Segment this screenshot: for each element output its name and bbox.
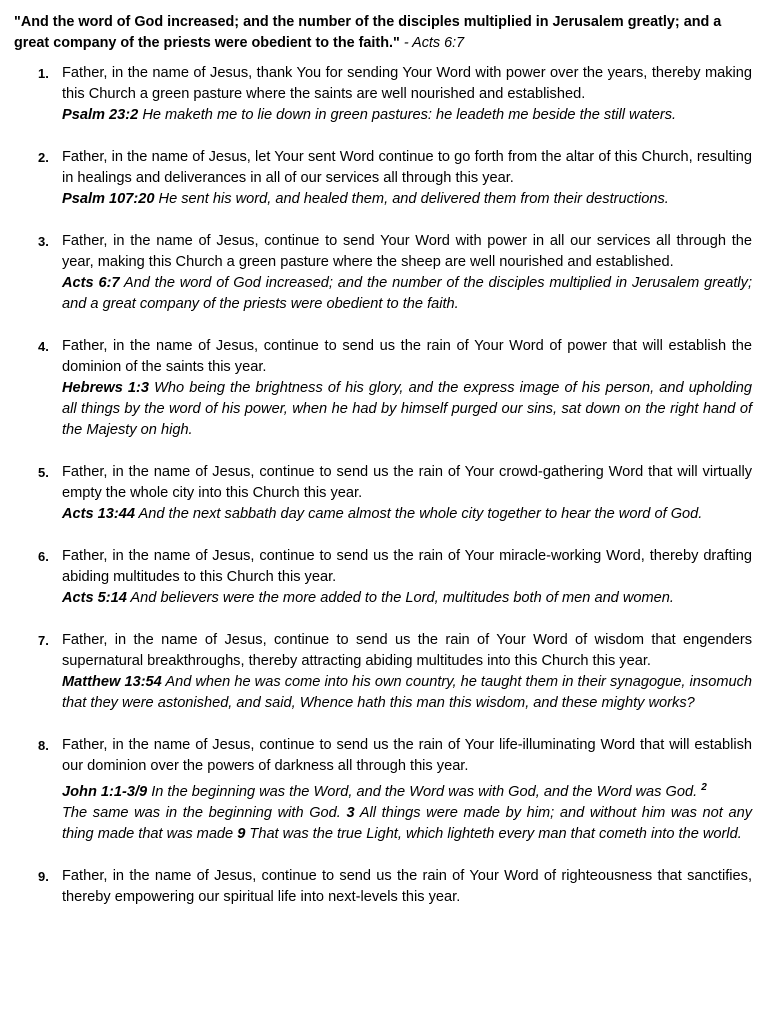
intro-verse bbox=[14, 12, 752, 54]
scripture bbox=[62, 672, 752, 714]
document-page bbox=[14, 12, 752, 929]
scripture-text: He maketh me to lie down in green pastures: he leadeth me beside the still waters. bbox=[138, 107, 677, 123]
scripture bbox=[62, 504, 752, 525]
scripture-text: In the beginning was the Word, and the Word was with God, and the Word was God. bbox=[147, 783, 702, 800]
prayer-item bbox=[14, 336, 752, 441]
prayer-text: Father, in the name of Jesus, continue to send us the rain of Your Word of power that will establish the dominion of the saints this year. bbox=[62, 338, 752, 375]
intro-quote: "And the word of God increased; and the number of the disciples multiplied in Jerusalem greatly; and a great company of the priests were obedient to the faith." bbox=[14, 14, 722, 51]
scripture-text: And when he was come into his own country, he taught them in their synagogue, insomuch that they were astonished, and said, Whence hath this man this wisdom, and these mighty works? bbox=[62, 674, 753, 711]
scripture-text: And the next sabbath day came almost the whole city together to hear the word of God. bbox=[135, 506, 703, 522]
prayer-number: 7. bbox=[38, 633, 49, 648]
verse-number: 2 bbox=[701, 782, 707, 793]
prayer-item bbox=[14, 462, 752, 525]
scripture-reference: Psalm 23:2 bbox=[62, 107, 139, 123]
scripture-reference: Hebrews 1:3 bbox=[62, 380, 150, 396]
prayer-number: 2. bbox=[38, 150, 49, 165]
scripture bbox=[62, 777, 752, 845]
prayer-number: 1. bbox=[38, 66, 49, 81]
scripture-text: That was the true Light, which lighteth every man that cometh into the world. bbox=[245, 825, 742, 842]
prayer-number: 8. bbox=[38, 738, 49, 753]
prayer-item bbox=[14, 231, 752, 315]
prayer-item bbox=[14, 63, 752, 126]
prayer-text: Father, in the name of Jesus, let Your sent Word continue to go forth from the altar of this Church, resulting in healings and deliverances in all of our services all through this year. bbox=[62, 149, 752, 186]
prayer-item bbox=[14, 147, 752, 210]
prayer-text: Father, in the name of Jesus, continue to send Your Word with power in all our services all through the year, making this Church a green pasture where the sheep are well nourished and established. bbox=[62, 233, 752, 270]
prayer-list bbox=[14, 63, 752, 908]
prayer-item bbox=[14, 630, 752, 714]
prayer-number: 3. bbox=[38, 234, 49, 249]
prayer-text: Father, in the name of Jesus, thank You for sending Your Word with power over the years, thereby making this Church a green pasture where the saints are well nourished and established. bbox=[62, 65, 752, 102]
prayer-text: Father, in the name of Jesus, continue to send us the rain of Your life-illuminating Word that will establish our dominion over the powers of darkness all through this year. bbox=[62, 737, 752, 774]
scripture-reference: Acts 5:14 bbox=[62, 590, 127, 606]
verse-number: 9 bbox=[237, 825, 246, 842]
prayer-number: 5. bbox=[38, 465, 49, 480]
scripture-text: The same was in the beginning with God. bbox=[62, 804, 347, 821]
prayer-text: Father, in the name of Jesus, continue to send us the rain of Your Word of wisdom that engenders supernatural breakthroughs, thereby attracting abiding multitudes into this Church this year. bbox=[62, 632, 752, 669]
prayer-text: Father, in the name of Jesus, continue to send us the rain of Your miracle-working Word, thereby drafting abiding multitudes to this Church this year. bbox=[62, 548, 752, 585]
scripture-reference: Acts 13:44 bbox=[62, 506, 136, 522]
scripture-text: All things were made by him; and without him was not any thing made that was made bbox=[62, 804, 752, 842]
scripture bbox=[62, 378, 752, 441]
scripture bbox=[62, 105, 752, 126]
prayer-number: 9. bbox=[38, 868, 49, 884]
scripture-text: Who being the brightness of his glory, and the express image of his person, and upholding all things by the word of his power, when he had by himself purged our sins, sat down on the right hand of the Majesty on high. bbox=[62, 380, 752, 438]
scripture-reference: Acts 6:7 bbox=[62, 275, 120, 291]
scripture-text: He sent his word, and healed them, and delivered them from their destructions. bbox=[154, 191, 669, 207]
prayer-text: Father, in the name of Jesus, continue to send us the rain of Your Word of righteousness that sanctifies, thereby empowering our spiritual life into next-levels this year. bbox=[62, 867, 752, 905]
verse-number: 3 bbox=[346, 804, 355, 821]
scripture-text: And believers were the more added to the Lord, multitudes both of men and women. bbox=[126, 590, 674, 606]
prayer-number: 6. bbox=[38, 549, 49, 564]
scripture bbox=[62, 588, 752, 609]
prayer-number: 4. bbox=[38, 339, 49, 354]
intro-reference: - Acts 6:7 bbox=[399, 35, 465, 51]
prayer-item bbox=[14, 546, 752, 609]
prayer-item bbox=[14, 735, 752, 845]
prayer-item bbox=[14, 866, 752, 908]
scripture-text: And the word of God increased; and the number of the disciples multiplied in Jerusalem greatly; and a great company of the priests were obedient to the faith. bbox=[62, 275, 753, 312]
prayer-text: Father, in the name of Jesus, continue to send us the rain of Your crowd-gathering Word that will virtually empty the whole city into this Church this year. bbox=[62, 464, 752, 501]
scripture-reference: Psalm 107:20 bbox=[62, 191, 155, 207]
scripture bbox=[62, 273, 752, 315]
scripture-reference: John 1:1-3/9 bbox=[62, 783, 148, 800]
scripture-reference: Matthew 13:54 bbox=[62, 674, 162, 690]
scripture bbox=[62, 189, 752, 210]
